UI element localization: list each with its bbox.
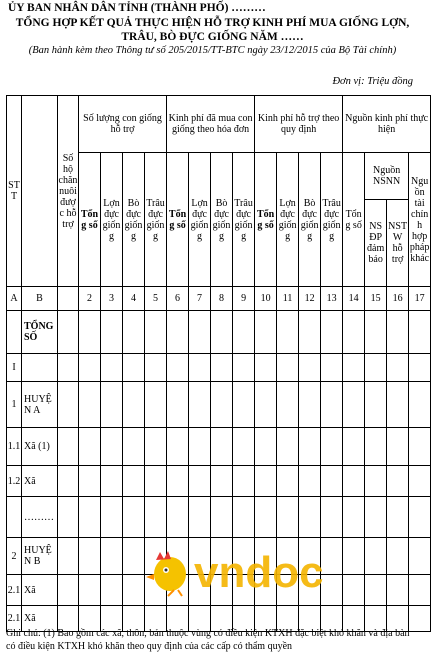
row-stt	[7, 311, 22, 354]
data-cell	[343, 382, 365, 428]
data-cell	[233, 497, 255, 538]
data-cell	[79, 538, 101, 575]
data-cell	[365, 354, 387, 382]
data-cell	[189, 466, 211, 497]
data-cell	[277, 311, 299, 354]
data-cell	[321, 538, 343, 575]
col-number: 4	[123, 287, 145, 311]
data-cell	[101, 428, 123, 466]
data-cell	[343, 354, 365, 382]
data-cell	[233, 538, 255, 575]
data-cell	[299, 428, 321, 466]
data-cell	[145, 311, 167, 354]
data-cell	[277, 382, 299, 428]
table-row	[7, 382, 431, 428]
title-line-1: TỔNG HỢP KẾT QUẢ THỰC HIỆN HỖ TRỢ KINH PHÍ MUA GIỐNG LỢN,	[15, 17, 410, 29]
data-cell	[233, 311, 255, 354]
row-stt: 1.1	[7, 428, 22, 466]
data-cell	[299, 497, 321, 538]
data-cell	[409, 428, 431, 466]
data-cell	[255, 538, 277, 575]
data-cell	[211, 382, 233, 428]
data-cell	[233, 428, 255, 466]
data-cell	[233, 575, 255, 606]
row-name: Xã	[22, 466, 58, 497]
col-number: 10	[255, 287, 277, 311]
data-cell	[365, 497, 387, 538]
data-cell	[365, 382, 387, 428]
data-cell	[387, 466, 409, 497]
document-title	[0, 16, 425, 44]
header-group-purchase-cost: Kinh phí đã mua con giống theo hóa đơn	[167, 96, 255, 153]
data-cell	[255, 497, 277, 538]
col-number: 12	[299, 287, 321, 311]
data-cell	[211, 538, 233, 575]
row-name: Xã (1)	[22, 428, 58, 466]
data-cell	[123, 354, 145, 382]
data-cell	[277, 538, 299, 575]
data-cell	[343, 311, 365, 354]
col-number: 6	[167, 287, 189, 311]
data-cell	[343, 575, 365, 606]
data-cell	[101, 538, 123, 575]
header-pig-3: Lợn đực giống	[277, 153, 299, 287]
unit-label: Đơn vị: Triệu đồng	[332, 76, 413, 87]
data-cell	[145, 428, 167, 466]
data-cell	[255, 428, 277, 466]
agency-name: ỦY BAN NHÂN DÂN TỈNH (THÀNH PHỐ) ………	[8, 2, 266, 14]
data-cell	[365, 466, 387, 497]
data-cell	[58, 575, 79, 606]
data-cell	[167, 466, 189, 497]
data-cell	[101, 466, 123, 497]
row-stt: I	[7, 354, 22, 382]
document-subtitle: (Ban hành kèm theo Thông tư số 205/2015/TT-BTC ngày 23/12/2015 của Bộ Tài chính)	[28, 45, 397, 56]
col-number: 15	[365, 287, 387, 311]
col-number: 8	[211, 287, 233, 311]
summary-table	[6, 95, 431, 632]
header-group-funding: Nguồn kinh phí thực hiện	[343, 96, 431, 153]
header-central-budget: NSTW hỗ trợ	[387, 200, 409, 287]
row-stt: 2	[7, 538, 22, 575]
header-cow-1: Bò đực giống	[123, 153, 145, 287]
data-cell	[189, 311, 211, 354]
col-label-blank	[58, 287, 79, 311]
data-cell	[299, 354, 321, 382]
data-cell	[409, 575, 431, 606]
data-cell	[409, 466, 431, 497]
data-cell	[255, 354, 277, 382]
data-cell	[211, 575, 233, 606]
data-cell	[321, 497, 343, 538]
header-cow-3: Bò đực giống	[299, 153, 321, 287]
row-name: TỔNG SỐ	[22, 311, 58, 354]
data-cell	[321, 466, 343, 497]
row-name: HUYỆN B	[22, 538, 58, 575]
data-cell	[167, 497, 189, 538]
header-buffalo-1: Trâu đực giống	[145, 153, 167, 287]
header-group-support-cost: Kinh phí hỗ trợ theo quy định	[255, 96, 343, 153]
col-number: 17	[409, 287, 431, 311]
row-stt: 2.1	[7, 606, 22, 632]
data-cell	[167, 311, 189, 354]
data-cell	[58, 354, 79, 382]
data-cell	[343, 428, 365, 466]
data-cell	[277, 575, 299, 606]
data-cell	[58, 382, 79, 428]
title-line-2: TRÂU, BÒ ĐỰC GIỐNG NĂM ……	[121, 31, 304, 43]
data-cell	[255, 382, 277, 428]
col-number: 14	[343, 287, 365, 311]
data-cell	[101, 354, 123, 382]
data-cell	[58, 428, 79, 466]
data-cell	[123, 382, 145, 428]
data-cell	[101, 575, 123, 606]
header-buffalo-3: Trâu đực giống	[321, 153, 343, 287]
table-row	[7, 497, 431, 538]
data-cell	[409, 311, 431, 354]
data-cell	[299, 466, 321, 497]
data-cell	[58, 311, 79, 354]
data-cell	[189, 354, 211, 382]
col-number: 5	[145, 287, 167, 311]
row-stt	[7, 497, 22, 538]
data-cell	[321, 575, 343, 606]
row-stt: 1.2	[7, 466, 22, 497]
header-total-4: Tổng số	[343, 153, 365, 287]
data-cell	[277, 497, 299, 538]
data-cell	[79, 575, 101, 606]
data-cell	[167, 382, 189, 428]
data-cell	[255, 311, 277, 354]
header-state-budget: Nguồn NSNN	[365, 153, 409, 200]
header-group-quantity: Số lượng con giống hỗ trợ	[79, 96, 167, 153]
data-cell	[343, 466, 365, 497]
data-cell	[277, 354, 299, 382]
row-name	[22, 354, 58, 382]
data-cell	[255, 466, 277, 497]
data-cell	[387, 575, 409, 606]
data-cell	[343, 497, 365, 538]
data-cell	[145, 382, 167, 428]
data-cell	[211, 354, 233, 382]
data-cell	[189, 497, 211, 538]
data-cell	[79, 382, 101, 428]
data-cell	[123, 311, 145, 354]
data-cell	[211, 311, 233, 354]
data-cell	[145, 538, 167, 575]
data-cell	[387, 428, 409, 466]
data-cell	[145, 354, 167, 382]
data-cell	[321, 382, 343, 428]
data-cell	[233, 354, 255, 382]
data-cell	[101, 382, 123, 428]
data-cell	[79, 311, 101, 354]
data-cell	[299, 538, 321, 575]
data-cell	[387, 497, 409, 538]
data-cell	[123, 466, 145, 497]
data-cell	[321, 428, 343, 466]
data-cell	[123, 497, 145, 538]
row-name: Xã	[22, 575, 58, 606]
col-number: 11	[277, 287, 299, 311]
data-cell	[299, 311, 321, 354]
data-cell	[58, 497, 79, 538]
col-number: 13	[321, 287, 343, 311]
data-cell	[145, 497, 167, 538]
data-cell	[365, 428, 387, 466]
row-stt: 1	[7, 382, 22, 428]
header-total-3: Tổng số	[255, 153, 277, 287]
row-name: ………	[22, 497, 58, 538]
data-cell	[387, 354, 409, 382]
data-cell	[409, 382, 431, 428]
data-cell	[58, 466, 79, 497]
footnote: Ghi chú: (1) Bao gồm các xã, thôn, bản thuộc vùng có điều kiện KTXH đặc biệt khó khăn và địa bàn có điều kiện KTXH khó khăn theo quy định của các cấp có thẩm quyền	[6, 628, 410, 652]
header-households: Số hộ chăn nuôi được hỗ trợ	[58, 96, 79, 287]
data-cell	[277, 428, 299, 466]
data-cell	[145, 466, 167, 497]
data-cell	[79, 354, 101, 382]
data-cell	[101, 311, 123, 354]
data-cell	[409, 538, 431, 575]
data-cell	[189, 382, 211, 428]
data-cell	[211, 497, 233, 538]
data-cell	[233, 382, 255, 428]
table-row	[7, 428, 431, 466]
data-cell	[167, 575, 189, 606]
data-cell	[101, 497, 123, 538]
header-stt: STT	[7, 96, 22, 287]
data-cell	[343, 538, 365, 575]
header-total-2: Tổng số	[167, 153, 189, 287]
data-cell	[167, 354, 189, 382]
row-name: Xã	[22, 606, 58, 632]
data-cell	[123, 575, 145, 606]
data-cell	[387, 382, 409, 428]
row-name: HUYỆN A	[22, 382, 58, 428]
data-cell	[299, 575, 321, 606]
data-cell	[167, 428, 189, 466]
data-cell	[79, 497, 101, 538]
data-cell	[233, 466, 255, 497]
header-cow-2: Bò đực giống	[211, 153, 233, 287]
data-cell	[79, 428, 101, 466]
col-label-b: B	[22, 287, 58, 311]
table-row	[7, 311, 431, 354]
col-number: 9	[233, 287, 255, 311]
header-name	[22, 96, 58, 287]
row-stt: 2.1	[7, 575, 22, 606]
data-cell	[123, 428, 145, 466]
table-row	[7, 466, 431, 497]
watermark-text: vndoc	[194, 548, 324, 597]
data-cell	[255, 575, 277, 606]
data-cell	[167, 538, 189, 575]
data-cell	[321, 354, 343, 382]
header-other-sources: Nguồn tài chính hợp pháp khác	[409, 153, 431, 287]
data-cell	[211, 466, 233, 497]
data-cell	[189, 575, 211, 606]
col-number: 7	[189, 287, 211, 311]
data-cell	[58, 538, 79, 575]
data-cell	[409, 354, 431, 382]
col-number: 3	[101, 287, 123, 311]
col-number: 16	[387, 287, 409, 311]
data-cell	[387, 538, 409, 575]
column-number-row	[7, 287, 431, 311]
data-cell	[387, 311, 409, 354]
data-cell	[189, 428, 211, 466]
data-cell	[123, 538, 145, 575]
header-buffalo-2: Trâu đực giống	[233, 153, 255, 287]
data-cell	[321, 311, 343, 354]
col-label-a: A	[7, 287, 22, 311]
data-cell	[299, 382, 321, 428]
data-cell	[365, 575, 387, 606]
data-cell	[189, 538, 211, 575]
data-cell	[277, 466, 299, 497]
data-cell	[365, 311, 387, 354]
header-pig-2: Lợn đực giống	[189, 153, 211, 287]
data-cell	[145, 575, 167, 606]
data-cell	[79, 466, 101, 497]
table-row	[7, 538, 431, 575]
col-number: 2	[79, 287, 101, 311]
table-row	[7, 575, 431, 606]
data-cell	[211, 428, 233, 466]
data-cell	[365, 538, 387, 575]
header-local-budget: NS ĐP đảm bảo	[365, 200, 387, 287]
data-cell	[409, 497, 431, 538]
table-row	[7, 354, 431, 382]
header-pig-1: Lợn đực giống	[101, 153, 123, 287]
header-total-1: Tổng số	[79, 153, 101, 287]
